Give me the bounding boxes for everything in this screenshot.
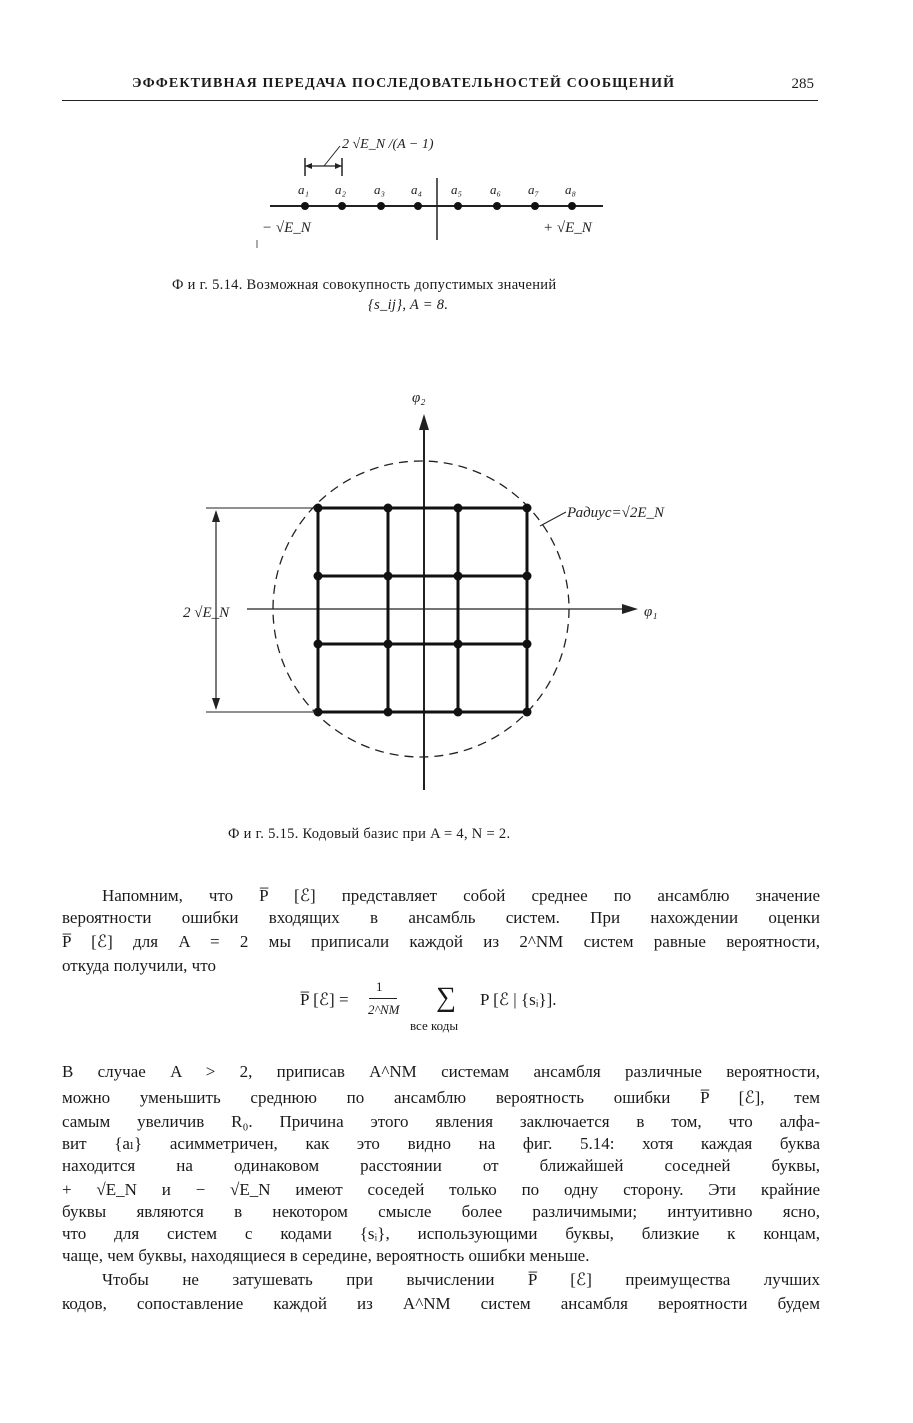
formula-rhs: P [ℰ | {sᵢ}]. [480, 990, 557, 1009]
code-point [384, 640, 393, 649]
right-bound-label: + √E_N [543, 220, 592, 236]
p3-line1: Чтобы не затушевать при вычислении P̅ [ℰ] преимущества лучших [102, 1270, 820, 1289]
figure-5-15 [0, 380, 913, 800]
fig14-caption-line1: Ф и г. 5.14. Возможная совокупность допустимых значений [172, 277, 557, 293]
code-point [384, 708, 393, 717]
page-number: 285 [791, 76, 814, 92]
p2-line3: самым увеличив R₀. Причина этого явления заключается в том, что алфа- [62, 1112, 820, 1131]
alphabet-point [414, 202, 422, 210]
code-point [523, 572, 532, 581]
alphabet-letter: a₃ [374, 182, 386, 197]
p2-line5: находится на одинаковом расстоянии от ближайшей соседней буквы, [62, 1156, 820, 1175]
alphabet-point [454, 202, 462, 210]
formula-sum-subscript: все коды [410, 1018, 459, 1033]
alphabet-point [338, 202, 346, 210]
phi1-label: φ₁ [644, 604, 658, 620]
formula-fraction-bar [369, 998, 397, 999]
alphabet-letter: a₅ [451, 182, 463, 197]
p1-line3: P̅ [ℰ] для A = 2 мы приписали каждой из 2^NM систем равные вероятности, [62, 932, 820, 951]
code-point [314, 640, 323, 649]
code-point [523, 504, 532, 513]
p2-line2: можно уменьшить среднюю по ансамблю вероятность ошибки P̅ [ℰ], тем [62, 1088, 820, 1107]
alphabet-point [301, 202, 309, 210]
p2-line4: вит {aₗ} асимметричен, как это видно на фиг. 5.14: хотя каждая буква [62, 1134, 820, 1153]
fig15-caption: Ф и г. 5.15. Кодовый базис при A = 4, N = 2. [228, 826, 511, 842]
alphabet-letter: a₆ [490, 182, 502, 197]
radius-label: Радиус=√2E_N [567, 505, 665, 521]
p1-line2: вероятности ошибки входящих в ансамбль систем. При нахождении оценки [62, 908, 820, 927]
alphabet-letter: a₂ [335, 182, 347, 197]
size-label: 2 √E_N [183, 605, 230, 621]
alphabet-point [377, 202, 385, 210]
formula-numerator: 1 [376, 979, 383, 994]
formula-denominator: 2^NM [368, 1002, 400, 1017]
phi2-label: φ₂ [412, 390, 426, 406]
code-point [384, 572, 393, 581]
alphabet-letter: a₁ [298, 182, 310, 197]
code-point [454, 640, 463, 649]
formula-lhs: P̅ [ℰ] = [300, 990, 349, 1009]
alphabet-point [493, 202, 501, 210]
code-point [454, 708, 463, 717]
p2-line6: + √E_N и − √E_N имеют соседей только по одну сторону. Эти крайние [62, 1180, 820, 1199]
code-point [523, 708, 532, 717]
phi1-arrow-icon [622, 604, 638, 614]
header-title: ЭФФЕКТИВНАЯ ПЕРЕДАЧА ПОСЛЕДОВАТЕЛЬНОСТЕЙ СООБЩЕНИЙ [132, 76, 676, 91]
left-bound-label: − √E_N [262, 220, 311, 236]
phi2-arrow-icon [419, 414, 429, 430]
p3-line2: кодов, сопоставление каждой из A^NM систем ансамбля вероятности будем [62, 1294, 820, 1313]
alphabet-letter: a₄ [411, 182, 423, 197]
alphabet-letter: a₈ [565, 182, 577, 197]
code-point [454, 572, 463, 581]
code-point [454, 504, 463, 513]
alphabet-letter: a₇ [528, 182, 540, 197]
code-point [314, 572, 323, 581]
alphabet-point [531, 202, 539, 210]
fig14-caption-line2: {s_ij}, A = 8. [368, 297, 449, 313]
p1-line4: откуда получили, что [62, 956, 216, 975]
formula-sum-icon: ∑ [436, 982, 456, 1013]
p2-line9: чаще, чем буквы, находящиеся в середине, вероятность ошибки меньше. [62, 1246, 590, 1265]
p2-line8: что для систем с кодами {sᵢ}, использующими буквы, близкие к концам, [62, 1224, 820, 1243]
spacing-label: 2 √E_N /(A − 1) [342, 137, 434, 152]
alphabet-point [568, 202, 576, 210]
code-point [523, 640, 532, 649]
p2-line7: буквы являются в некотором смысле более различимыми; интуитивно ясно, [62, 1202, 820, 1221]
p2-line1: В случае A > 2, приписав A^NM системам ансамбля различные вероятности, [62, 1062, 820, 1081]
code-point [384, 504, 393, 513]
p1-line1: Напомним, что P̅ [ℰ] представляет собой среднее по ансамблю значение [102, 886, 820, 905]
